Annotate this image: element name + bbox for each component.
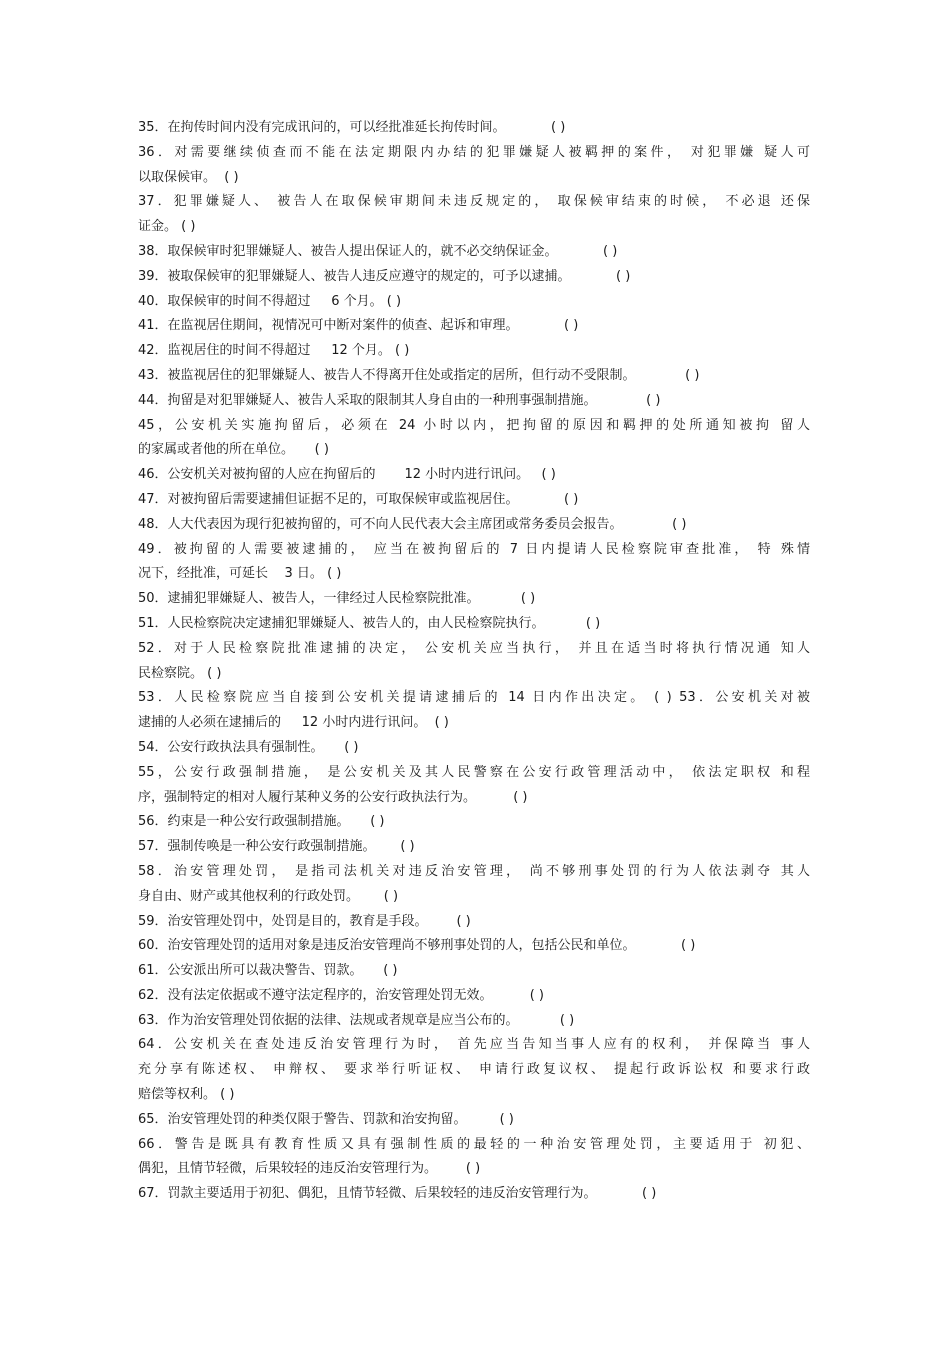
text-line: 44．拘留是对犯罪嫌疑人、被告人采取的限制其人身自由的一种刑事强制措施。 ( ) [138, 392, 661, 408]
text-line: 38．取保候审时犯罪嫌疑人、被告人提出保证人的，就不必交纳保证金。 ( ) [138, 243, 618, 259]
text-line: 60．治安管理处罚的适用对象是违反治安管理尚不够刑事处罚的人，包括公民和单位。 ( ) [138, 938, 696, 954]
text-line: 62．没有法定依据或不遵守法定程序的，治安管理处罚无效。 ( ) [138, 987, 545, 1003]
text-line: 46．公安机关对被拘留的人应在拘留后的 12 小时内进行讯问。 ( ) [138, 467, 556, 483]
text-line: 37．犯罪嫌疑人、 被告人在取保候审期间未违反规定的， 取保候审结束的时候， 不必退 还保 [138, 194, 810, 210]
text-line: 36．对需要继续侦查而不能在法定期限内办结的犯罪嫌疑人被羁押的案件， 对犯罪嫌 疑人可 [138, 144, 810, 160]
text-line: 57．强制传唤是一种公安行政强制措施。 ( ) [138, 839, 415, 855]
text-line: 35．在拘传时间内没有完成讯问的，可以经批准延长拘传时间。 ( ) [138, 120, 566, 135]
document-page [138, 116, 810, 1207]
text-line: 51．人民检察院决定逮捕犯罪嫌疑人、被告人的，由人民检察院执行。 ( ) [138, 615, 601, 631]
text-line: 民检察院。 ( ) [138, 665, 222, 681]
text-line: 况下，经批准，可延长 3 日。 ( ) [138, 566, 342, 582]
text-line: 56．约束是一种公安行政强制措施。 ( ) [138, 814, 385, 830]
text-line: 身自由、财产或其他权利的行政处罚。 ( ) [138, 888, 399, 904]
text-line: 赔偿等权利。 ( ) [138, 1087, 235, 1103]
text-line: 序，强制特定的相对人履行某种义务的公安行政执法行为。 ( ) [138, 789, 528, 805]
text-line: 55，公安行政强制措施， 是公安机关及其人民警察在公安行政管理活动中， 依法定职权 和程 [138, 764, 810, 780]
text-line: 偶犯，且情节轻微，后果较轻的违反治安管理行为。 ( ) [138, 1161, 481, 1177]
text-line: 43．被监视居住的犯罪嫌疑人、被告人不得离开住处或指定的居所，但行动不受限制。 ( ) [138, 367, 700, 383]
text-line: 58．治安管理处罚， 是指司法机关对违反治安管理， 尚不够刑事处罚的行为人依法剥夺 其人 [138, 863, 810, 879]
text-line: 充分享有陈述权、 申辩权、 要求举行听证权、 申请行政复议权、 提起行政诉讼权 和要求行政 [138, 1062, 810, 1078]
text-line: 的家属或者他的所在单位。 ( ) [138, 442, 329, 458]
text-line: 50．逮捕犯罪嫌疑人、被告人，一律经过人民检察院批准。 ( ) [138, 591, 536, 607]
text-line: 逮捕的人必须在逮捕后的 12 小时内进行讯问。 ( ) [138, 715, 449, 731]
text-line: 47．对被拘留后需要逮捕但证据不足的，可取保候审或监视居住。 ( ) [138, 491, 579, 507]
text-line: 49．被拘留的人需要被逮捕的， 应当在被拘留后的 7 日内提请人民检察院审查批准， 特 殊情 [138, 541, 810, 557]
text-line: 53．人民检察院应当自接到公安机关提请逮捕后的 14 日内作出决定。 ( ) 53．公安机关对被 [138, 690, 810, 706]
text-line: 以取保候审。 ( ) [138, 169, 239, 185]
text-line: 42．监视居住的时间不得超过 12 个月。 ( ) [138, 343, 410, 359]
text-line: 66．警告是既具有教育性质又具有强制性质的最轻的一种治安管理处罚，主要适用于 初犯、 [138, 1136, 810, 1152]
text-line: 54．公安行政执法具有强制性。 ( ) [138, 739, 359, 755]
text-line: 61．公安派出所可以裁决警告、罚款。 ( ) [138, 963, 398, 979]
text-line: 65．治安管理处罚的种类仅限于警告、罚款和治安拘留。 ( ) [138, 1111, 514, 1127]
text-line: 67．罚款主要适用于初犯、偶犯，且情节轻微、后果较轻的违反治安管理行为。 ( ) [138, 1186, 657, 1202]
text-line: 39．被取保候审的犯罪嫌疑人、被告人违反应遵守的规定的，可予以逮捕。 ( ) [138, 268, 631, 284]
text-line: 40．取保候审的时间不得超过 6 个月。 ( ) [138, 293, 402, 309]
text-line: 52．对于人民检察院批准逮捕的决定， 公安机关应当执行， 并且在适当时将执行情况通 知人 [138, 640, 810, 656]
text-line: 63．作为治安管理处罚依据的法律、法规或者规章是应当公布的。 ( ) [138, 1012, 575, 1028]
text-line: 48．人大代表因为现行犯被拘留的，可不向人民代表大会主席团或常务委员会报告。 ( ) [138, 516, 687, 532]
text-line: 45，公安机关实施拘留后，必须在 24 小时以内，把拘留的原因和羁押的处所通知被拘 留人 [138, 417, 810, 433]
text-line: 59．治安管理处罚中，处罚是目的，教育是手段。 ( ) [138, 913, 471, 929]
text-line: 41．在监视居住期间，视情况可中断对案件的侦查、起诉和审理。 ( ) [138, 318, 579, 334]
text-line: 证金。 ( ) [138, 219, 196, 235]
text-line: 64．公安机关在查处违反治安管理行为时， 首先应当告知当事人应有的权利， 并保障当 事人 [138, 1037, 810, 1053]
